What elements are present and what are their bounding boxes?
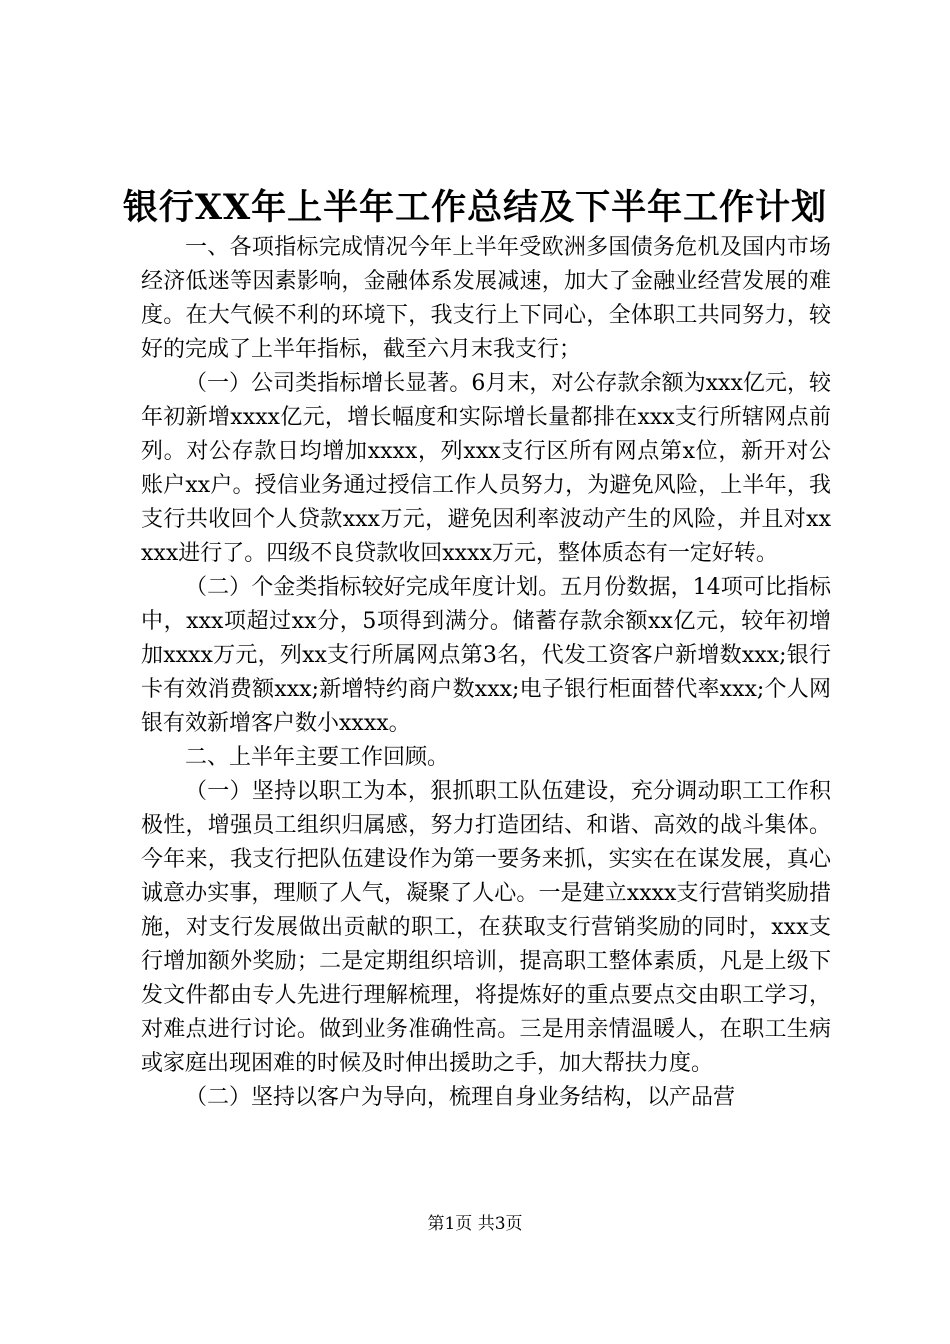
paragraph-staff-building: （一）坚持以职工为本，狠抓职工队伍建设，充分调动职工工作积极性，增强员工组织归属感，努力打造团结、和谐、高效的战斗集体。今年来，我支行把队伍建设作为第一要务来抓，实实在在谋发展，真心诚意办实事，理顺了人气，凝聚了人心。一是建立xxxx支行营销奖励措施，对支行发展做出贡献的职工，在获取支行营销奖励的同时，xxx支行增加额外奖励；二是定期组织培训，提高职工整体素质，凡是上级下发文件都由专人先进行理解梳理，将提炼好的重点要点交由职工学习，对难点进行讨论。做到业务准确性高。三是用亲情温暖人，在职工生病或家庭出现困难的时候及时伸出援助之手，加大帮扶力度。 [141, 779, 831, 1076]
document-body [141, 231, 831, 1115]
paragraph-personal-finance-indicators: （二）个金类指标较好完成年度计划。五月份数据，14项可比指标中，xxx项超过xx分，5项得到满分。储蓄存款余额xx亿元，较年初增加xxxx万元，列xx支行所属网点第3名，代发工资客户新增数xxx;银行卡有效消费额xxx;新增特约商户数xxx;电子银行柜面替代率xxx;个人网银有效新增客户数小xxxx。 [141, 575, 831, 736]
paragraph-corporate-indicators: （一）公司类指标增长显著。6月末，对公存款余额为xxx亿元，较年初新增xxxx亿元，增长幅度和实际增长量都排在xxx支行所辖网点前列。对公存款日均增加xxxx，列xxx支行区所有网点第x位，新开对公账户xx户。授信业务通过授信工作人员努力，为避免风险，上半年，我支行共收回个人贷款xxx万元，避免因利率波动产生的风险，并且对xxxxx进行了。四级不良贷款收回xxxx万元，整体质态有一定好转。 [141, 371, 831, 566]
paragraph-customer-orientation: （二）坚持以客户为导向，梳理自身业务结构，以产品营 [185, 1085, 736, 1110]
section-heading-work-review: 二、上半年主要工作回顾。 [185, 745, 450, 770]
paragraph-indicators-overview: 一、各项指标完成情况今年上半年受欧洲多国债务危机及国内市场经济低迷等因素影响，金融体系发展减速，加大了金融业经营发展的难度。在大气候不利的环境下，我支行上下同心，全体职工共同努力，较好的完成了上半年指标，截至六月末我支行； [141, 235, 831, 362]
page-number-footer: 第1页 共3页 [427, 1214, 523, 1234]
document-title: 银行XX年上半年工作总结及下半年工作计划 [122, 187, 828, 228]
